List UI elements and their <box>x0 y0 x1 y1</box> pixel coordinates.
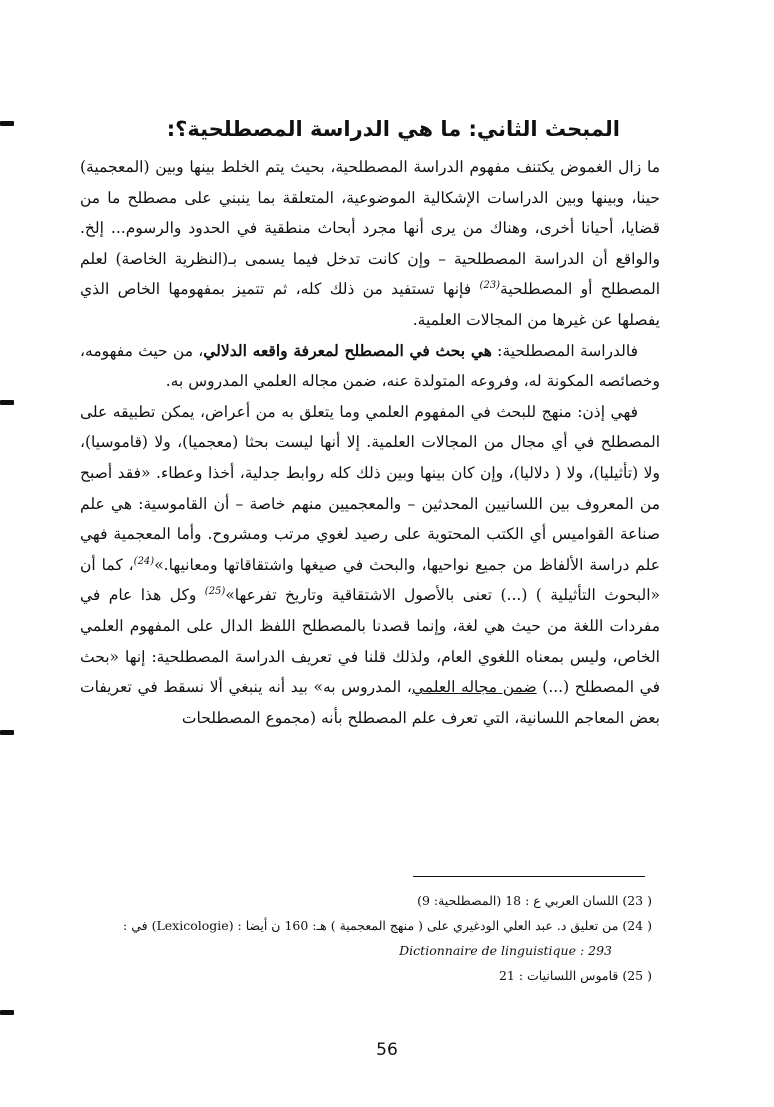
footnote-ref-24[interactable]: (24) <box>133 555 155 567</box>
footnote-ref-23[interactable]: (23) <box>479 280 501 292</box>
page-number: 56 <box>376 1040 398 1060</box>
definition-bold: هي بحث في المصطلح لمعرفة واقعه الدلالي <box>203 340 492 360</box>
margin-mark <box>0 730 14 735</box>
paragraph-3-part-b: ، كما أن «البحوث التأثيلية ) (...) تعنى بالأصول الاشتقاقية وتاريخ تفرعها» <box>80 555 660 605</box>
margin-mark <box>0 400 14 405</box>
paragraph-2-tail: ، من حيث مفهومه، وخصائصه المكونة له، وفروعه المتولدة عنه، ضمن مجاله العلمي المدروس به. <box>80 341 660 391</box>
footnotes <box>80 888 652 988</box>
paragraph-1-tail: فإنها تستفيد من ذلك كله، ثم تتميز بمفهومها الخاص الذي يفصلها عن غيرها من المجالات العلمية. <box>80 280 660 329</box>
paragraph-3-part-a: فهي إذن: منهج للبحث في المفهوم العلمي وما يتعلق به من أعراض، يمكن تطبيقه على المصطلح في أي مجال من المجالات العلمية. إلا أنها ليست بحثا (معجميا)، ولا (قاموسيا)، ولا (تأثيليا)، ولا ( دلاليا)، وإن كان بينها وبين ذلك كله روابط جدلية، أخذا وعطاء. «فقد أصبح من المعروف بين اللسانيين المحدثين – والمعجميين منهم خاصة – أن القاموسية: هي علم صناعة القواميس أي الكتب المحتوية على رصيد لغوي مرتب ومشروح. وأما المعجمية فهي علم دراسة الألفاظ من جميع نواحيها، والبحث في صيغها واشتقاقاتها ومعانيها.» <box>80 402 660 574</box>
footnote-25: ( 25) قاموس اللسانيات : 21 <box>498 968 652 983</box>
margin-mark <box>0 121 14 126</box>
paragraph-2-lead: فالدراسة المصطلحية: <box>491 341 638 360</box>
underlined-phrase: ضمن مجاله العلمي <box>411 678 537 697</box>
paragraph-3 <box>80 397 660 734</box>
footnote-23: ( 23) اللسان العربي ع : 18 (المصطلحية: 9) <box>417 893 652 908</box>
footnote-ref-25[interactable]: (25) <box>204 586 226 598</box>
margin-mark <box>0 1010 14 1015</box>
paragraph-1-text: ما زال الغموض يكتنف مفهوم الدراسة المصطلحية، بحيث يتم الخلط بينها وبين (المعجمية) حينا، وبينها وبين الدراسات الإشكالية الموضوعية، المتعلقة بما ينبني على مصطلح ما من قضايا، أحيانا أخرى، وهناك من يرى أنها مجرد أبحاث منطقية في الحدود والرسوم... إلخ. والواقع أن الدراسة المصطلحية – وإن كانت تدخل فيما يسمى بـ(النظرية الخاصة) لعلم المصطلح أو المصطلحية <box>80 158 661 299</box>
paragraph-2 <box>80 336 660 397</box>
paragraph-3-part-d: ، المدروس به» بيد أنه ينبغي ألا نسقط في تعريفات بعض المعاجم اللسانية، التي تعرف علم المصطلح بأنه (مجموع المصطلحات <box>80 678 660 727</box>
footnote-24-french: Dictionnaire de linguistique : 293 <box>399 943 612 958</box>
paragraph-3-part-c: وكل هذا عام في مفردات اللغة من حيث هي لغة، وإنما قصدنا بالمصطلح اللفظ الدال على المفهوم العلمي الخاص، وليس بمعناه اللغوي العام، ولذلك قلنا في تعريف الدراسة المصطلحية: إنها «بحث في المصطلح (...) <box>80 586 661 697</box>
page-body <box>80 112 660 733</box>
section-heading: المبحث الثاني: ما هي الدراسة المصطلحية؟: <box>166 117 620 141</box>
footnote-24: ( 24) من تعليق د. عبد العلي الودغيري على ( منهج المعجمية ) هـ: 160 ن أيضا : (Lexicologie) في : <box>123 918 652 933</box>
paragraph-1 <box>80 152 660 336</box>
footnote-divider <box>413 876 645 877</box>
